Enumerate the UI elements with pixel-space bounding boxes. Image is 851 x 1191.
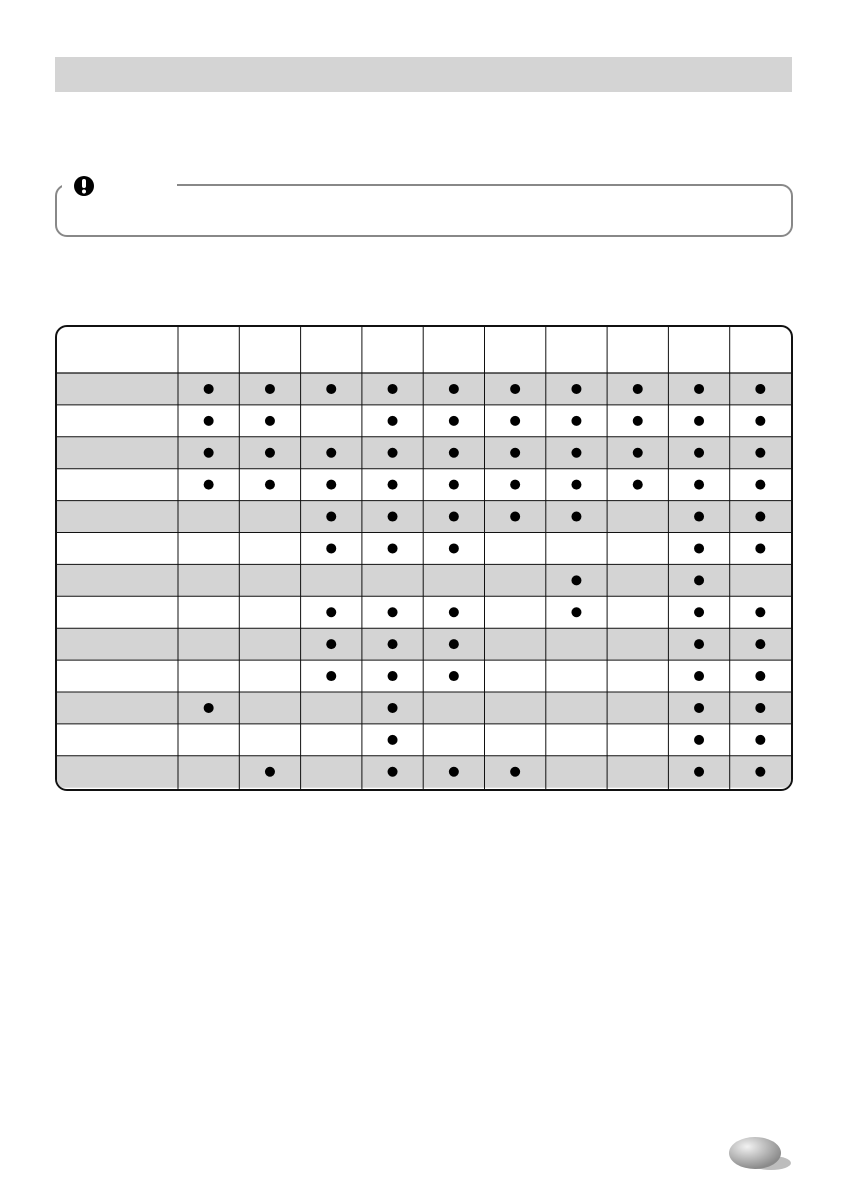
table-dot bbox=[449, 448, 459, 458]
table-dot bbox=[510, 448, 520, 458]
table-dot bbox=[449, 480, 459, 490]
table-dot bbox=[388, 480, 398, 490]
table-dot bbox=[265, 480, 275, 490]
table-dot bbox=[755, 384, 765, 394]
table-dot bbox=[388, 543, 398, 553]
table-dot bbox=[326, 671, 336, 681]
table-dot bbox=[204, 703, 214, 713]
table-dot bbox=[755, 703, 765, 713]
table-dot bbox=[388, 703, 398, 713]
table-dot bbox=[694, 512, 704, 522]
table-dot bbox=[633, 448, 643, 458]
table-dot bbox=[449, 767, 459, 777]
table-dot bbox=[755, 480, 765, 490]
table-dot bbox=[510, 416, 520, 426]
table-dot bbox=[388, 384, 398, 394]
table-dot bbox=[755, 735, 765, 745]
table-dot bbox=[571, 512, 581, 522]
table-dot bbox=[694, 607, 704, 617]
table-dot bbox=[388, 767, 398, 777]
table-dot bbox=[388, 512, 398, 522]
table-dot bbox=[204, 384, 214, 394]
table-dot bbox=[265, 448, 275, 458]
table-dot bbox=[510, 384, 520, 394]
table-dot bbox=[571, 416, 581, 426]
table-row-shade bbox=[57, 501, 791, 533]
table-dot bbox=[204, 480, 214, 490]
table-dot bbox=[388, 639, 398, 649]
table-dot bbox=[694, 480, 704, 490]
table-dot bbox=[449, 543, 459, 553]
table-dot bbox=[449, 384, 459, 394]
table-dot bbox=[449, 416, 459, 426]
table-dot bbox=[204, 448, 214, 458]
section-header-bar bbox=[55, 57, 792, 92]
table-dot bbox=[449, 671, 459, 681]
table-dot bbox=[571, 480, 581, 490]
table-dot bbox=[326, 607, 336, 617]
table-dot bbox=[265, 416, 275, 426]
table-row-shade bbox=[57, 437, 791, 469]
table-dot bbox=[326, 384, 336, 394]
table-dot bbox=[633, 480, 643, 490]
compatibility-grid bbox=[57, 327, 791, 789]
table-dot bbox=[694, 384, 704, 394]
table-dot bbox=[633, 416, 643, 426]
table-dot bbox=[633, 384, 643, 394]
table-dot bbox=[755, 448, 765, 458]
table-dot bbox=[755, 639, 765, 649]
table-row-shade bbox=[57, 692, 791, 724]
table-dot bbox=[755, 416, 765, 426]
table-dot bbox=[388, 607, 398, 617]
table-dot bbox=[694, 767, 704, 777]
table-row-shade bbox=[57, 628, 791, 660]
table-dot bbox=[755, 543, 765, 553]
table-dot bbox=[571, 607, 581, 617]
table-dot bbox=[326, 639, 336, 649]
table-row-shade bbox=[57, 373, 791, 405]
table-dot bbox=[694, 416, 704, 426]
table-dot bbox=[265, 767, 275, 777]
table-row-shade bbox=[57, 756, 791, 788]
table-dot bbox=[510, 767, 520, 777]
table-dot bbox=[510, 512, 520, 522]
table-dot bbox=[326, 480, 336, 490]
table-dot bbox=[388, 416, 398, 426]
table-dot bbox=[449, 512, 459, 522]
table-dot bbox=[694, 543, 704, 553]
table-dot bbox=[388, 671, 398, 681]
table-dot bbox=[326, 543, 336, 553]
compatibility-table bbox=[55, 325, 793, 791]
page-number-badge bbox=[727, 1134, 793, 1172]
table-dot bbox=[449, 607, 459, 617]
table-dot bbox=[326, 512, 336, 522]
table-dot bbox=[694, 703, 704, 713]
table-dot bbox=[388, 735, 398, 745]
table-dot bbox=[571, 448, 581, 458]
table-row-shade bbox=[57, 564, 791, 596]
exclamation-icon bbox=[73, 175, 95, 197]
table-dot bbox=[755, 607, 765, 617]
table-dot bbox=[755, 512, 765, 522]
table-dot bbox=[388, 448, 398, 458]
table-dot bbox=[510, 480, 520, 490]
table-dot bbox=[694, 639, 704, 649]
table-dot bbox=[449, 639, 459, 649]
table-dot bbox=[694, 575, 704, 585]
table-dot bbox=[204, 416, 214, 426]
table-dot bbox=[571, 384, 581, 394]
table-dot bbox=[326, 448, 336, 458]
table-dot bbox=[694, 448, 704, 458]
table-dot bbox=[571, 575, 581, 585]
table-dot bbox=[694, 735, 704, 745]
table-dot bbox=[755, 671, 765, 681]
table-dot bbox=[755, 767, 765, 777]
table-dot bbox=[265, 384, 275, 394]
table-dot bbox=[694, 671, 704, 681]
